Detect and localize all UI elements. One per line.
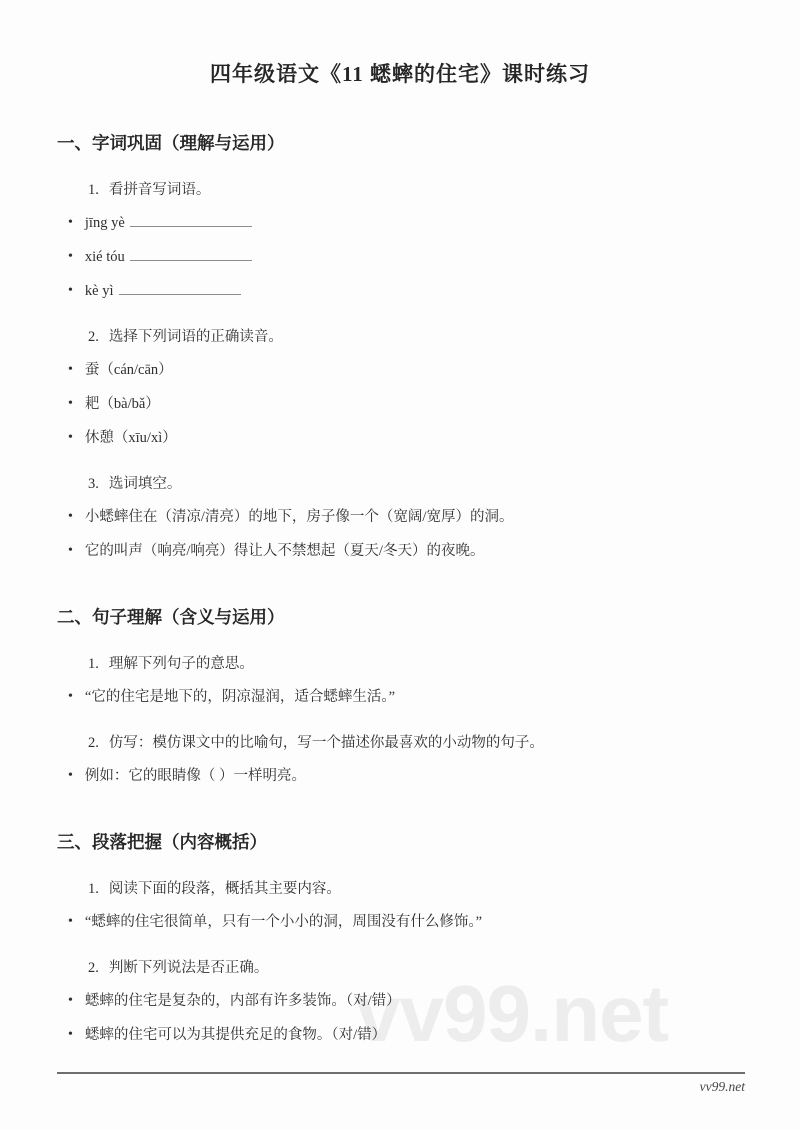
bullet-text: 休憩（xīu/xì） (84, 430, 177, 446)
bullet-dot-icon: • (68, 509, 73, 524)
section-heading: 二、句子理解（含义与运用） (57, 607, 285, 627)
bullet-item (68, 766, 745, 787)
question-text: 看拼音写词语。 (108, 182, 211, 198)
bullet-dot-icon: • (68, 768, 73, 783)
section-heading: 一、字词巩固（理解与运用） (57, 133, 285, 153)
bullet-text: 蟋蟀的住宅可以为其提供充足的食物。（对/错） (84, 1027, 387, 1043)
bullet-dot-icon: • (68, 362, 73, 377)
bullet-item (68, 687, 745, 708)
bullet-text: 例如：它的眼睛像（ ）一样明亮。 (84, 768, 307, 784)
bullet-dot-icon: • (68, 914, 73, 929)
bullet-dot-icon: • (68, 543, 73, 558)
bullet-text: jīng yè (84, 215, 125, 231)
bullet-dot-icon: • (68, 1027, 73, 1042)
question-item (88, 327, 745, 347)
bullet-dot-icon: • (68, 249, 73, 264)
bullet-text: 蟋蟀的住宅是复杂的，内部有许多装饰。（对/错） (84, 993, 401, 1009)
page-title: 四年级语文《11 蟋蟀的住宅》课时练习 (209, 62, 591, 86)
question-text: 选择下列词语的正确读音。 (108, 329, 283, 345)
bullet-dot-icon: • (68, 283, 73, 298)
answer-blank (119, 281, 241, 295)
question-item (88, 654, 745, 674)
section-heading: 三、段落把握（内容概括） (57, 832, 267, 852)
bullet-text: “蟋蟀的住宅很简单，只有一个小小的洞，周围没有什么修饰。” (84, 914, 483, 930)
answer-blank (130, 213, 252, 227)
bullet-item (68, 213, 745, 234)
bullet-item (68, 281, 745, 302)
bullet-text: 耙（bà/bǎ） (84, 396, 160, 412)
bullet-text: xié tóu (84, 249, 125, 265)
bullet-item (68, 912, 745, 933)
bullet-text: 蚕（cán/cān） (84, 362, 173, 378)
question-number: 2. (88, 329, 99, 345)
question-text: 仿写：模仿课文中的比喻句，写一个描述你最喜欢的小动物的句子。 (108, 735, 544, 751)
answer-blank (130, 247, 252, 261)
question-number: 2. (88, 735, 99, 751)
question-item (88, 733, 745, 753)
bullet-item (68, 394, 745, 415)
bullet-item (68, 991, 745, 1012)
worksheet-section (0, 130, 800, 562)
bullet-text: 它的叫声（响亮/响亮）得让人不禁想起（夏天/冬天）的夜晚。 (84, 543, 485, 559)
bullet-item (68, 541, 745, 562)
bullet-dot-icon: • (68, 689, 73, 704)
question-number: 2. (88, 960, 99, 976)
bullet-item (68, 360, 745, 381)
worksheet-section (0, 604, 800, 787)
question-number: 1. (88, 656, 99, 672)
bullet-dot-icon: • (68, 396, 73, 411)
bullet-dot-icon: • (68, 215, 73, 230)
question-number: 1. (88, 182, 99, 198)
sections (0, 130, 800, 1046)
footer-site-label: vv99.net (699, 1079, 745, 1094)
bullet-item (68, 1025, 745, 1046)
watermark: vv99.net (356, 969, 669, 1058)
question-text: 理解下列句子的意思。 (108, 656, 254, 672)
bullet-dot-icon: • (68, 993, 73, 1008)
bullet-text: “它的住宅是地下的，阴凉湿润，适合蟋蟀生活。” (84, 689, 396, 705)
bullet-dot-icon: • (68, 430, 73, 445)
bullet-item (68, 247, 745, 268)
bullet-item (68, 507, 745, 528)
question-text: 阅读下面的段落，概括其主要内容。 (108, 881, 341, 897)
question-number: 3. (88, 476, 99, 492)
question-item (88, 474, 745, 494)
question-number: 1. (88, 881, 99, 897)
bullet-item (68, 428, 745, 449)
question-item (88, 879, 745, 899)
question-text: 选词填空。 (108, 476, 182, 492)
question-text: 判断下列说法是否正确。 (108, 960, 269, 976)
question-item (88, 180, 745, 200)
question-item (88, 958, 745, 978)
bullet-text: 小蟋蟀住在（清凉/清亮）的地下，房子像一个（宽阔/宽厚）的洞。 (84, 509, 514, 525)
bullet-text: kè yì (84, 283, 114, 299)
worksheet-section (0, 829, 800, 1046)
footer-divider (57, 1072, 745, 1074)
